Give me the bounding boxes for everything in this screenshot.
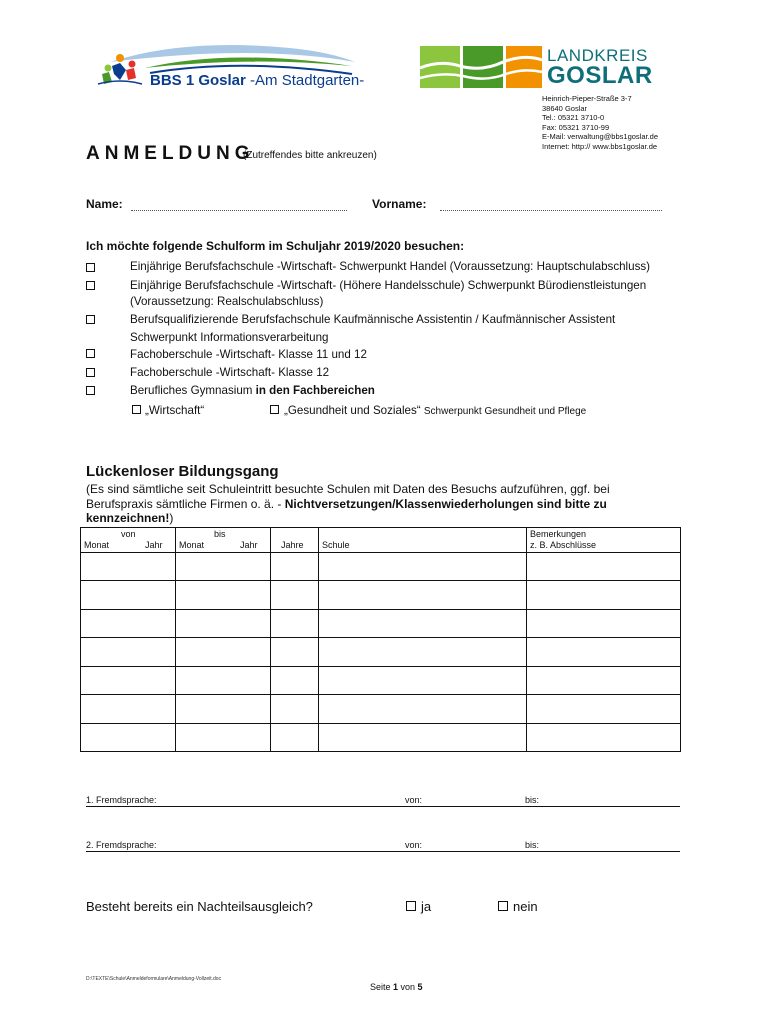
header-von: von Monat Jahr xyxy=(81,528,176,553)
fremdsprache-2-label: 2. Fremdsprache: xyxy=(86,840,157,850)
table-cell[interactable] xyxy=(271,553,319,581)
table-row xyxy=(81,638,681,666)
header-bis: bis Monat Jahr xyxy=(176,528,271,553)
header-bemerkungen: Bemerkungen z. B. Abschlüsse xyxy=(527,528,681,553)
schulform-checkbox-5[interactable] xyxy=(86,368,95,377)
table-cell[interactable] xyxy=(176,695,271,723)
ja-checkbox[interactable] xyxy=(406,901,416,911)
address-block xyxy=(542,94,658,151)
table-cell[interactable] xyxy=(81,723,176,751)
fremdsprache-1-field[interactable] xyxy=(86,806,680,807)
table-cell[interactable] xyxy=(527,553,681,581)
table-cell[interactable] xyxy=(319,553,527,581)
table-cell[interactable] xyxy=(81,695,176,723)
table-cell[interactable] xyxy=(81,581,176,609)
schulform-option-3-line-2: Schwerpunkt Informationsverarbeitung xyxy=(130,331,329,344)
fremdsprache-2-von-label: von: xyxy=(405,840,423,850)
table-row xyxy=(81,553,681,581)
fremdsprache-1-von-label: von: xyxy=(405,795,423,805)
table-cell[interactable] xyxy=(527,666,681,694)
nachteilsausgleich-question: Besteht bereits ein Nachteilsausgleich? xyxy=(86,899,313,914)
table-cell[interactable] xyxy=(271,609,319,637)
schulform-checkbox-2[interactable] xyxy=(86,281,95,290)
schulform-checkbox-3[interactable] xyxy=(86,315,95,324)
wirtschaft-checkbox[interactable] xyxy=(132,405,141,414)
table-cell[interactable] xyxy=(319,609,527,637)
address-street: Heinrich-Pieper-Straße 3-7 xyxy=(542,94,632,103)
address-fax: Fax: 05321 3710-99 xyxy=(542,122,610,132)
nein-checkbox[interactable] xyxy=(498,901,508,911)
nein-label: nein xyxy=(513,899,538,914)
table-cell[interactable] xyxy=(176,723,271,751)
name-label: Name: xyxy=(86,197,123,211)
schulform-option-2: Einjährige Berufsfachschule -Wirtschaft- (Höhere Handelsschule) Schwerpunkt Bürodienstleistungen xyxy=(130,279,647,292)
table-cell[interactable] xyxy=(527,695,681,723)
table-cell[interactable] xyxy=(527,638,681,666)
table-cell[interactable] xyxy=(81,609,176,637)
table-row xyxy=(81,723,681,751)
school-name: BBS 1 Goslar -Am Stadtgarten- xyxy=(150,72,365,89)
table-cell[interactable] xyxy=(527,723,681,751)
schulform-checkbox-6[interactable] xyxy=(86,386,95,395)
table-cell[interactable] xyxy=(81,553,176,581)
table-cell[interactable] xyxy=(81,638,176,666)
header-jahre: Jahre xyxy=(271,528,319,553)
table-row xyxy=(81,695,681,723)
schulform-option-4: Fachoberschule -Wirtschaft- Klasse 11 und 12 xyxy=(130,348,367,361)
vorname-label: Vorname: xyxy=(372,197,427,211)
table-cell[interactable] xyxy=(319,581,527,609)
schulform-option-5: Fachoberschule -Wirtschaft- Klasse 12 xyxy=(130,366,330,379)
fremdsprache-1-label: 1. Fremdsprache: xyxy=(86,795,157,805)
fremdsprache-1-bis-label: bis: xyxy=(525,795,540,805)
bildungsgang-description: (Es sind sämtliche seit Schuleintritt besuchte Schulen mit Daten des Besuchs aufzuführen, ggf. bei Berufspraxis sämtliche Firmen o. ä. - Nichtversetzungen/Klassenwiederholungen sind bitte zu kennzeichnen!) xyxy=(86,482,610,525)
table-cell[interactable] xyxy=(527,609,681,637)
address-email: E-Mail: verwaltung@bbs1goslar.de xyxy=(542,132,659,141)
page-number: Seite 1 von 5 xyxy=(370,982,423,992)
table-cell[interactable] xyxy=(176,666,271,694)
address-city: 38640 Goslar xyxy=(542,103,588,113)
table-cell[interactable] xyxy=(176,638,271,666)
schulform-option-3: Berufsqualifizierende Berufsfachschule Kaufmännische Assistentin / Kaufmännischer Assistent xyxy=(130,313,616,326)
table-cell[interactable] xyxy=(176,581,271,609)
name-field[interactable] xyxy=(131,210,347,211)
table-row xyxy=(81,609,681,637)
table-row xyxy=(81,666,681,694)
table-cell[interactable] xyxy=(527,581,681,609)
table-cell[interactable] xyxy=(176,609,271,637)
bildungsgang-table xyxy=(80,527,681,752)
schulform-option-2-line-2: (Voraussetzung: Realschulabschluss) xyxy=(130,295,324,308)
schulform-checkbox-1[interactable] xyxy=(86,263,95,272)
table-cell[interactable] xyxy=(319,666,527,694)
title-note: (Zutreffendes bitte ankreuzen) xyxy=(243,150,377,161)
gesundheit-checkbox[interactable] xyxy=(270,405,279,414)
bbs-goslar-logo xyxy=(90,40,360,100)
address-phone: Tel.: 05321 3710-0 xyxy=(542,113,605,122)
table-cell[interactable] xyxy=(271,695,319,723)
schulform-checkbox-4[interactable] xyxy=(86,349,95,358)
schulform-heading: Ich möchte folgende Schulform im Schuljahr 2019/2020 besuchen: xyxy=(86,239,465,253)
schulform-option-6: Berufliches Gymnasium in den Fachbereichen xyxy=(130,384,375,397)
fremdsprache-2-bis-label: bis: xyxy=(525,840,540,850)
table-cell[interactable] xyxy=(319,695,527,723)
table-cell[interactable] xyxy=(271,666,319,694)
fremdsprache-2-field[interactable] xyxy=(86,851,680,852)
header-schule: Schule xyxy=(319,528,527,553)
schulform-option-1: Einjährige Berufsfachschule -Wirtschaft- Schwerpunkt Handel (Voraussetzung: Hauptschulabschluss) xyxy=(130,260,651,273)
table-cell[interactable] xyxy=(271,638,319,666)
table-cell[interactable] xyxy=(319,638,527,666)
wirtschaft-label: „Wirtschaft“ xyxy=(145,404,205,417)
footer-file-path: D:\TEXTE\Schule\Anmeldeformulare\Anmeldung-Vollzeit.doc xyxy=(86,976,222,982)
district-name-line1: LANDKREIS xyxy=(547,46,648,65)
ja-label: ja xyxy=(421,899,432,914)
page-title: ANMELDUNG xyxy=(86,143,255,164)
table-cell[interactable] xyxy=(271,581,319,609)
table-cell[interactable] xyxy=(176,553,271,581)
table-cell[interactable] xyxy=(81,666,176,694)
table-row xyxy=(81,581,681,609)
table-cell[interactable] xyxy=(319,723,527,751)
table-cell[interactable] xyxy=(271,723,319,751)
vorname-field[interactable] xyxy=(440,210,662,211)
district-name-line2: GOSLAR xyxy=(547,62,653,89)
gesundheit-label: „Gesundheit und Soziales“ Schwerpunkt Gesundheit und Pflege xyxy=(284,404,587,417)
table-header-row xyxy=(81,528,681,553)
bildungsgang-heading: Lückenloser Bildungsgang xyxy=(86,463,279,480)
address-website: Internet: http:// www.bbs1goslar.de xyxy=(542,141,658,151)
